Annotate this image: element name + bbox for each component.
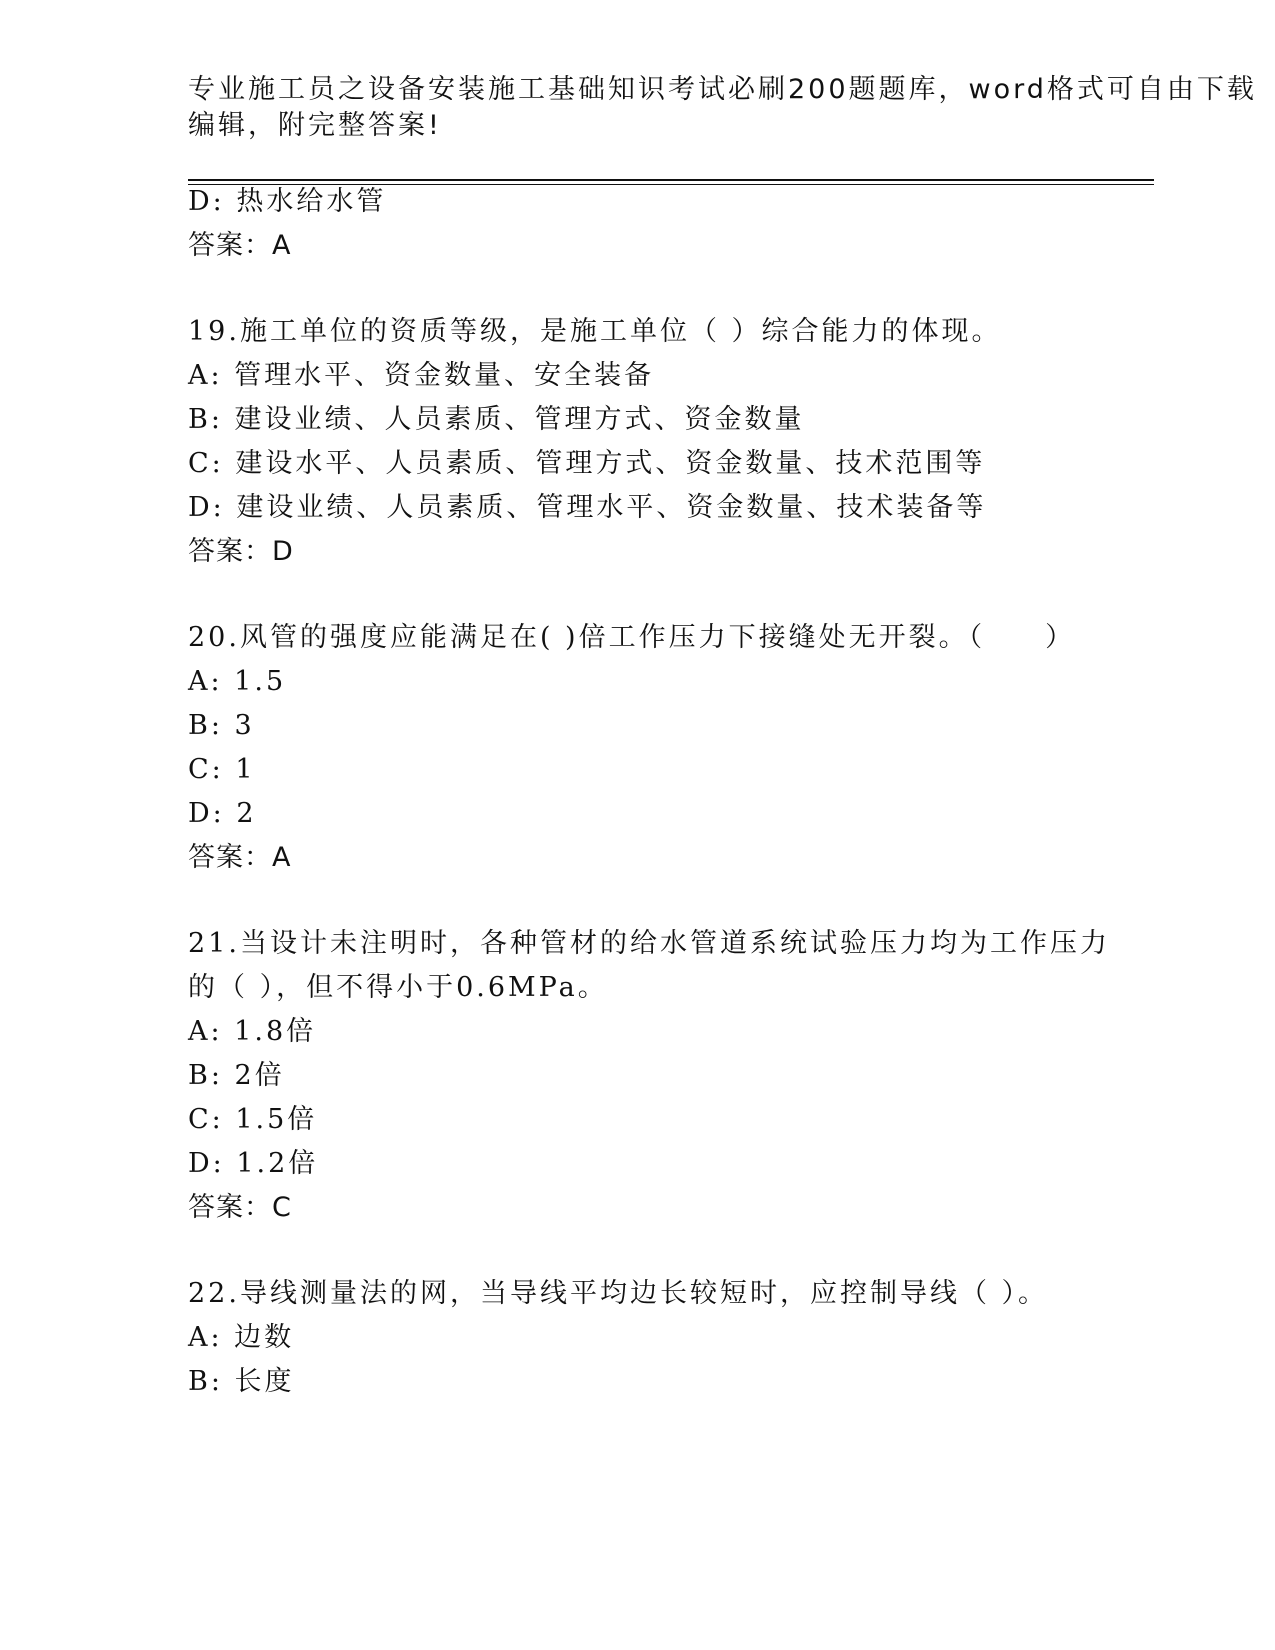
q21-option-a: A: 1.8倍 [188,1016,317,1047]
q19-answer: 答案：D [188,536,294,567]
q20-option-d: D: 2 [188,798,257,829]
q21-stem-line-1: 21.当设计未注明时，各种管材的给水管道系统试验压力均为工作压力 [188,928,1110,959]
header-divider-thick [188,179,1154,181]
q21-option-b: B: 2倍 [188,1060,285,1091]
q20-option-a: A: 1.5 [188,666,287,697]
q19-option-d: D: 建设业绩、人员素质、管理水平、资金数量、技术装备等 [188,492,987,523]
q20-option-b: B: 3 [188,710,255,741]
q21-stem-line-2: 的（ ），但不得小于0.6MPa。 [188,972,608,1003]
q21-answer: 答案：C [188,1192,292,1223]
q22-stem: 22.导线测量法的网，当导线平均边长较短时，应控制导线（ ）。 [188,1278,1049,1309]
q20-option-c: C: 1 [188,754,256,785]
q19-stem: 19.施工单位的资质等级，是施工单位（ ）综合能力的体现。 [188,316,1002,347]
q20-stem: 20.风管的强度应能满足在( )倍工作压力下接缝处无开裂。（ ） [188,622,1076,653]
q19-option-c: C: 建设水平、人员素质、管理方式、资金数量、技术范围等 [188,448,986,479]
header-title-line-1: 专业施工员之设备安装施工基础知识考试必刷200题题库，word格式可自由下载 [188,74,1257,105]
header-title-line-2: 编辑，附完整答案! [188,110,442,141]
q22-option-b: B: 长度 [188,1366,295,1397]
q20-answer: 答案：A [188,842,292,873]
document-header [188,72,1257,144]
q19-option-b: B: 建设业绩、人员素质、管理方式、资金数量 [188,404,805,435]
prev-option-d: D: 热水给水管 [188,186,387,217]
q21-option-c: C: 1.5倍 [188,1104,318,1135]
prev-answer: 答案：A [188,230,292,261]
q19-option-a: A: 管理水平、资金数量、安全装备 [188,360,655,391]
q21-option-d: D: 1.2倍 [188,1148,319,1179]
q22-option-a: A: 边数 [188,1322,295,1353]
